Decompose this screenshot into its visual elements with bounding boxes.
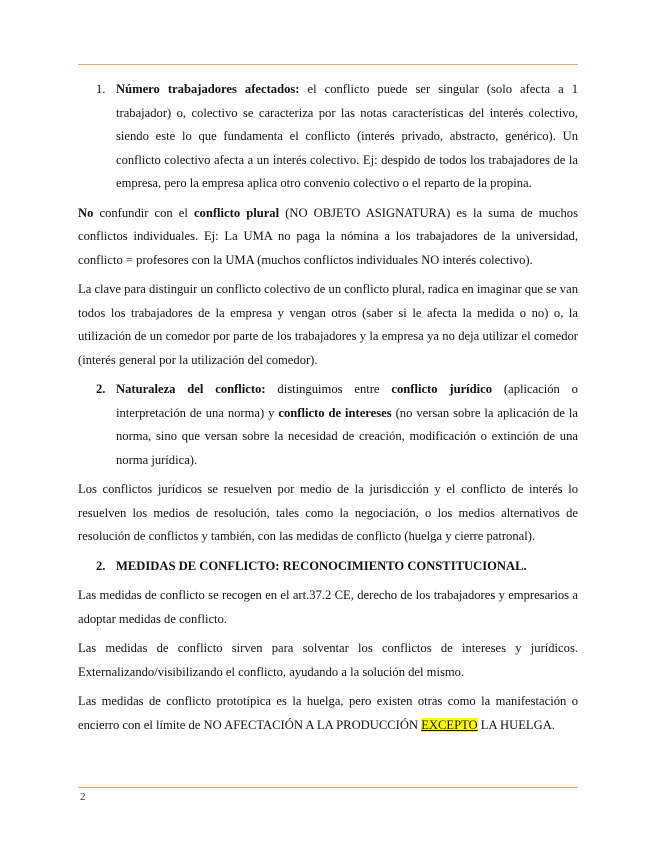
list-number: 2. — [96, 382, 106, 396]
list-item-text: (aplicación o interpretación de una norma) y — [116, 382, 578, 420]
paragraph-conflictos-juridicos: Los conflictos jurídicos se resuelven por medio de la jurisdicción y el conflicto de interés lo resuelven los medios de resolución, tales como la negociación, o los medios alternativos de resolución de conflictos y también, con las medidas de conflicto (huelga y cierre patronal). — [78, 482, 578, 543]
footer-rule — [78, 787, 578, 788]
list-item-text: distinguimos entre — [265, 382, 392, 396]
list-item-text: (no versan sobre la aplicación de la norma, sino que versan sobre la necesidad de creación, modificación o extinción de una norma jurídica). — [116, 405, 578, 467]
list-item-text: el conflicto puede ser singular (solo afecta a 1 trabajador) o, colectivo se caracteriza por las notas características del interés colectivo, siendo este lo que fundamenta el conflicto (interés privado, abstracto, genérico). Un conflicto colectivo afecta a un interés colectivo. Ej: despido de todos los trabajadores de la empresa, pero la empresa aplica otro convenio colectivo o el reparto de la propina. — [116, 82, 579, 190]
paragraph-solventar: Las medidas de conflicto sirven para solventar los conflictos de intereses y jurídicos. Externalizando/visibilizando el conflicto, ayudando a la solución del mismo. — [78, 641, 578, 679]
paragraph-art-37: Las medidas de conflicto se recogen en el art.37.2 CE, derecho de los trabajadores y empresarios a adoptar medidas de conflicto. — [78, 588, 578, 626]
list-item-title: Naturaleza del conflicto: — [116, 382, 266, 396]
paragraph-text: confundir con el — [93, 205, 194, 220]
section-heading — [78, 555, 578, 579]
paragraph-clave: La clave para distinguir un conflicto colectivo de un conflicto plural, radica en imaginar que se van todos los trabajadores de la empresa y vengan otros (saber si le afecta la medida o no) o, la utilización de un comedor por parte de los trabajadores y la empresa ya no deja utilizar el comedor (interés general por la utilización del comedor). — [78, 282, 578, 367]
list-number: 1. — [96, 82, 106, 96]
list-item-title: Número trabajadores afectados: — [116, 82, 300, 96]
bold-text: No — [78, 205, 94, 220]
paragraph-text: (NO OBJETO ASIGNATURA) es la suma de muchos conflictos individuales. Ej: La UMA no paga la nómina a los trabajadores de la universidad, conflicto = profesores con la UMA (muchos conflictos individuales NO interés colectivo). — [78, 205, 578, 267]
header-rule — [78, 64, 578, 65]
bold-term: conflicto plural — [193, 205, 280, 220]
paragraph-text: Las medidas de conflicto prototípica es la huelga, pero existen otras como la manifestación o encierro con el límite de NO AFECTACIÓN A LA PRODUCCIÓN — [78, 694, 578, 732]
paragraph-huelga — [78, 690, 578, 737]
bold-term: conflicto jurídico — [391, 382, 493, 396]
heading-title: MEDIDAS DE CONFLICTO: RECONOCIMIENTO CONSTITUCIONAL. — [116, 558, 527, 573]
heading-number: 2. — [96, 558, 106, 573]
highlighted-text: EXCEPTO — [421, 717, 478, 732]
paragraph-conflicto-plural — [78, 202, 578, 273]
list-item-numero-trabajadores — [78, 78, 578, 196]
document-body — [78, 78, 578, 743]
bold-term: conflicto de intereses — [278, 405, 392, 420]
paragraph-text: LA HUELGA. — [477, 717, 555, 732]
page-number: 2 — [80, 791, 86, 803]
list-item-naturaleza — [78, 378, 578, 472]
